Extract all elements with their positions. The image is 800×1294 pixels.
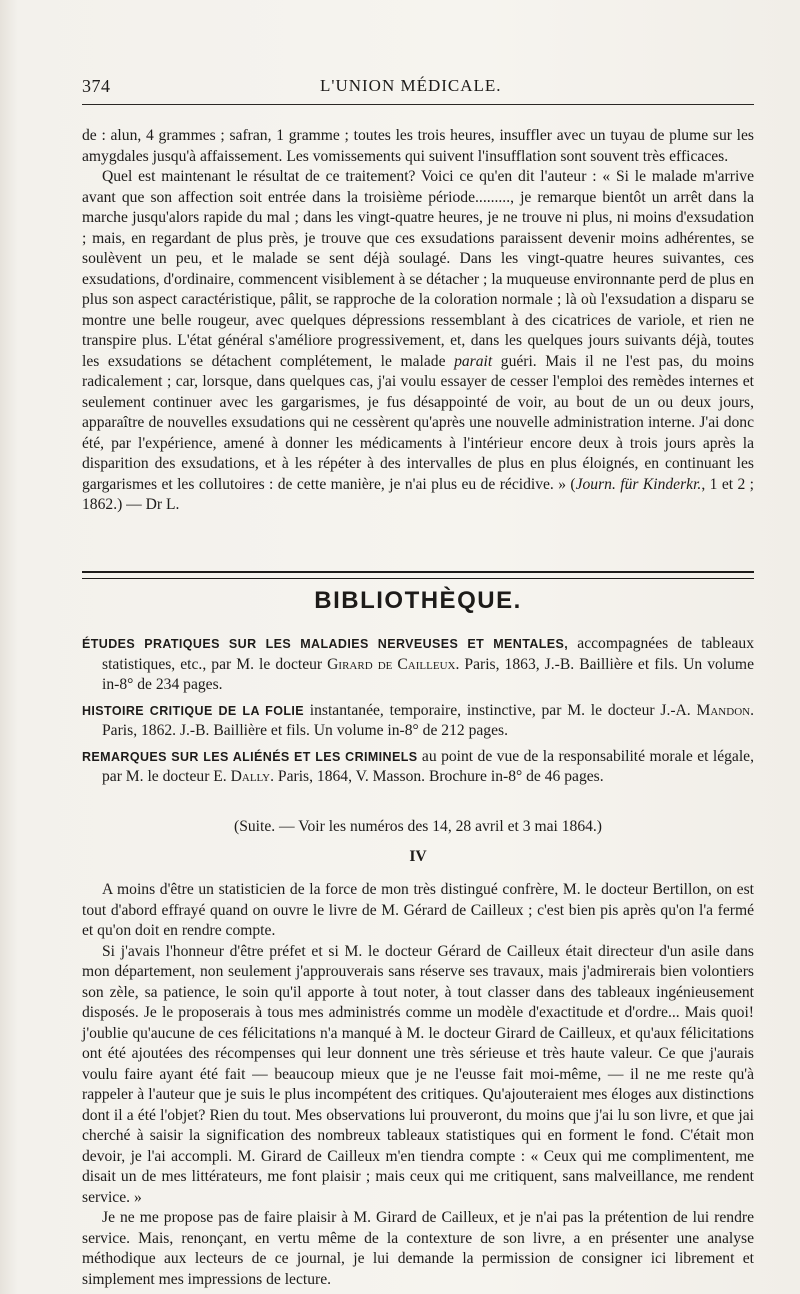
bibliography-entry: [82, 747, 754, 788]
entry-author: Dally: [230, 768, 271, 785]
paragraph-author-quote: [82, 167, 754, 516]
entry-text: accompagnées de tableaux statistiques, etc., par M. le docteur: [102, 635, 754, 673]
page-number: 374: [82, 76, 111, 96]
section-divider: [82, 571, 754, 579]
entry-text: . Paris, 1863, J.-B. Baillière et fils. Un volume in-8° de 234 pages.: [102, 655, 754, 693]
section-title: BIBLIOTHÈQUE.: [314, 587, 522, 614]
entry-title: REMARQUES SUR LES ALIÉNÉS ET LES CRIMINELS: [82, 749, 418, 764]
entry-text: au point de vue de la responsabilité morale et légale, par M. le docteur E.: [102, 747, 754, 785]
review-body: [82, 880, 754, 1290]
citation-end: , 1 et 2 ; 1862.) — Dr L.: [82, 475, 754, 513]
page-header: [82, 76, 752, 102]
section-numeral: IV: [409, 848, 427, 865]
bibliography-entry: [82, 634, 754, 696]
entry-author: Girard de Cailleux: [327, 655, 456, 673]
entry-text: . Paris, 1862. J.-B. Baillière et fils. Un volume in-8° de 212 pages.: [102, 701, 754, 739]
header-rule: [82, 104, 754, 105]
entry-text: . Paris, 1864, V. Masson. Brochure in-8° de 46 pages.: [270, 768, 604, 785]
entry-title: HISTOIRE CRITIQUE DE LA FOLIE: [82, 703, 304, 718]
running-title: L'UNION MÉDICALE.: [320, 76, 502, 95]
entry-title: ÉTUDES PRATIQUES SUR LES MALADIES NERVEUSES ET MENTALES,: [82, 637, 569, 651]
quote-part-2: guéri. Mais il ne l'est pas, du moins radicalement ; car, lorsque, dans quelques cas, j'ai voulu essayer de cesser l'emploi des remèdes internes et seulement continuer avec les gargarismes, je fus désappointé de voir, au bout de un ou deux jours, apparaître de nouvelles exsudations qui ne cessèrent qu'après une nouvelle administration interne. J'ai donc été, par l'expérience, amené à donner les médicaments à l'intérieur encore deux à trois jours après la disparition des exsudations, et à les répéter à des intervalles de plus en plus éloignés, en continuant les gargarismes et les collutoires : de cette manière, je n'ai plus eu de récidive. » (: [82, 352, 755, 493]
quote-part-1: Quel est maintenant le résultat de ce traitement? Voici ce qu'en dit l'auteur : « Si le malade m'arrive avant que son affection soit entrée dans la troisième période........., je remarque bientôt un arrêt dans la marche jusqu'alors rapide du mal ; dans les vingt-quatre heures, je ne trouve ni plus, ni moins d'exsudation ; mais, en regardant de plus près, je trouve que ces exsudations paraissent devenir moins adhérentes, se soulèvent un peu, et le malade se sent déjà soulagé. Dans les vingt-quatre heures suivantes, ces exsudations, d'ordinaire, commencent visiblement à se détacher ; la muqueuse environnante perd de plus en plus son aspect caractéristique, pâlit, se rapproche de la coloration normale ; là où l'exsudation a disparu se montre une belle rougeur, avec quelques dépressions ressemblant à des cicatrices de variole, et rien ne transpire plus. L'état général s'améliore progressivement, et, dans les quelques jours suivants déjà, toutes les exsudations se détachent complétement, le malade: [82, 168, 754, 370]
quote-italic-parait: parait: [454, 352, 493, 370]
paragraph: Si j'avais l'honneur d'être préfet et si M. le docteur Gérard de Cailleux était directeur d'un asile dans mon département, non seulement j'approuverais sans réserve ses travaux, mais j'admirerais bien volontiers son zèle, sa patience, le soin qu'il apporte à tout noter, à tout classer dans des tableaux ingénieusement disposés. Je le proposerais à tous mes administrés comme un modèle d'exactitude et d'ordre... Mais quoi! j'oublie qu'aucune de ces félicitations n'a manqué à M. le docteur Girard de Cailleux, et qu'aux félicitations ont été ajoutées des récompenses qui leur donnent une très sérieuse et très haute valeur. Ce que j'aurais voulu faire ayant été fait — beaucoup mieux que je ne l'eusse fait moi-même, — il ne me reste qu'à rappeler à l'auteur que je suis le plus incompétent des critiques. Qu'ajouteraient mes éloges aux distinctions dont il a été l'objet? Rien du tout. Mes observations lui prouveront, du moins que j'ai lu son livre, et que jai cherché à saisir la signification des nombreux tableaux statistiques qui en forment le fond. C'était mon devoir, je l'ai accompli. M. Girard de Cailleux m'en tiendra compte : « Ceux qui me complimentent, me disait un de mes littérateurs, me font plaisir ; mais ceux qui me critiquent, sans malveillance, me rendent service. »: [82, 942, 754, 1206]
bibliography-entries: [82, 634, 754, 793]
paragraph: Je ne me propose pas de faire plaisir à M. Girard de Cailleux, et je n'ai pas la prétention de lui rendre service. Mais, renonçant, en vertu même de la contexture de son livre, a en présenter une analyse méthodique aux lecteurs de ce journal, je lui demande la permission de consigner ici librement et simplement mes impressions de lecture.: [82, 1209, 754, 1288]
paragraph-recipe: de : alun, 4 grammes ; safran, 1 gramme ; toutes les trois heures, insuffler avec un tuyau de plume sur les amygdales jusqu'à affaissement. Les vomissements qui suivent l'insufflation sont souvent très efficaces.: [82, 127, 754, 165]
entry-text: instantanée, temporaire, instinctive, par M. le docteur J.-A.: [303, 701, 697, 719]
bibliography-entry: [82, 701, 754, 742]
previous-article-ending: [82, 126, 754, 516]
paragraph: A moins d'être un statisticien de la force de mon très distingué confrère, M. le docteur Bertillon, on est tout d'abord effrayé quand on ouvre le livre de M. Gérard de Cailleux ; c'est bien pis après qu'on l'a fermé et qu'on doit en rendre compte.: [82, 881, 754, 939]
entry-author: Mandon: [696, 701, 751, 719]
continuation-note: (Suite. — Voir les numéros des 14, 28 avril et 3 mai 1864.): [234, 818, 602, 835]
citation-journal: Journ. für Kinderkr.: [575, 475, 702, 493]
